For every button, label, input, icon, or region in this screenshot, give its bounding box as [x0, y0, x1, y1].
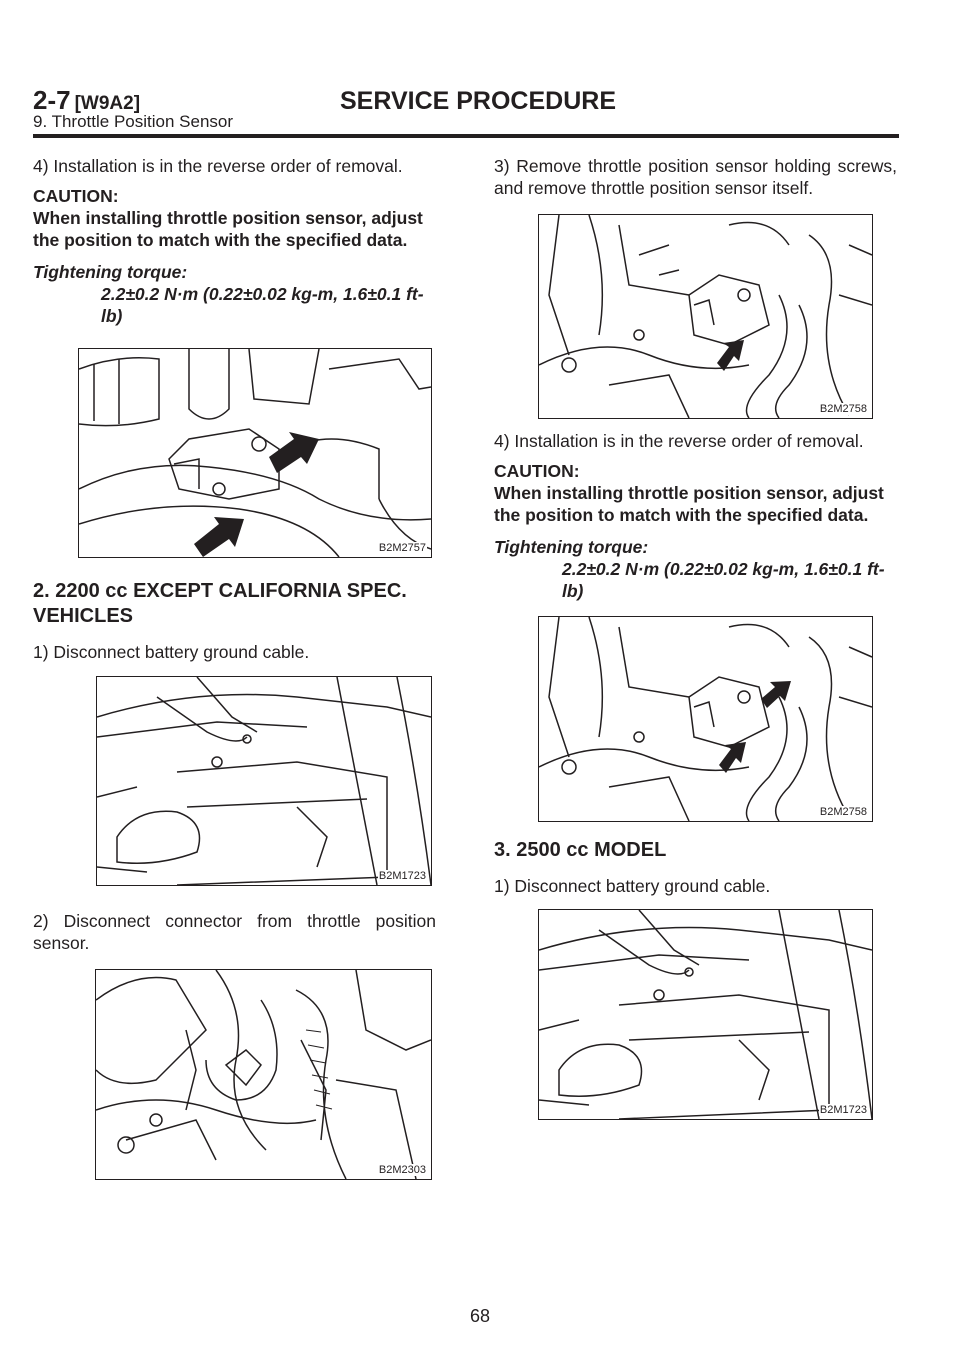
- sensor-install-illustration: [539, 617, 872, 821]
- section-ref: [W9A2]: [74, 93, 141, 114]
- torque-heading: Tightening torque:: [494, 537, 649, 557]
- figure-connector: [95, 969, 432, 1180]
- page-title: SERVICE PROCEDURE: [340, 87, 616, 115]
- figure-sensor-install: [538, 616, 873, 822]
- page-number: 68: [469, 1306, 491, 1326]
- section-heading: 2. 2200 cc EXCEPT CALIFORNIA SPEC. VEHICLES: [33, 580, 407, 627]
- section-code: 2-7 [W9A2]: [33, 85, 141, 115]
- right-column: [494, 155, 897, 1120]
- step-text: 4) Installation is in the reverse order of removal.: [494, 431, 864, 451]
- figure-code: B2M1723: [819, 1104, 867, 1116]
- caution-text: When installing throttle position sensor, adjust the position to match with the specified data.: [494, 483, 884, 525]
- caution-heading: CAUTION:: [494, 461, 580, 481]
- section-heading: 3. 2500 cc MODEL: [494, 839, 667, 861]
- figure-code: B2M1723: [378, 870, 426, 882]
- torque-heading: Tightening torque:: [33, 262, 188, 282]
- torque-value: 2.2±0.2 N·m (0.22±0.02 kg-m, 1.6±0.1 ft-lb): [101, 284, 424, 326]
- caution-heading: CAUTION:: [33, 186, 119, 206]
- figure-throttle-sensor: [78, 348, 432, 558]
- step-text: 3) Remove throttle position sensor holding screws, and remove throttle position sensor itself.: [494, 156, 897, 198]
- figure-battery-cable: [96, 676, 432, 886]
- figure-code: B2M2757: [378, 542, 426, 554]
- step-text: 1) Disconnect battery ground cable.: [494, 876, 771, 896]
- figure-code: B2M2303: [378, 1164, 426, 1176]
- page-subtitle: 9. Throttle Position Sensor: [33, 112, 234, 131]
- sensor-screws-illustration: [539, 215, 872, 418]
- figure-battery-cable-2: [538, 909, 873, 1120]
- step-text: 1) Disconnect battery ground cable.: [33, 642, 310, 662]
- torque-value: 2.2±0.2 N·m (0.22±0.02 kg-m, 1.6±0.1 ft-lb): [562, 559, 885, 601]
- throttle-sensor-illustration: [79, 349, 431, 557]
- figure-sensor-screws: [538, 214, 873, 419]
- figure-code: B2M2758: [819, 806, 867, 818]
- caution-text: When installing throttle position sensor, adjust the position to match with the specified data.: [33, 208, 423, 250]
- battery-cable-illustration-2: [539, 910, 872, 1119]
- header-rule: [33, 134, 899, 138]
- battery-cable-illustration: [97, 677, 431, 885]
- step-text: 4) Installation is in the reverse order of removal.: [33, 156, 403, 176]
- connector-illustration: [96, 970, 431, 1179]
- figure-code: B2M2758: [819, 403, 867, 415]
- left-column: [33, 155, 436, 1180]
- step-text: 2) Disconnect connector from throttle position sensor.: [33, 911, 436, 953]
